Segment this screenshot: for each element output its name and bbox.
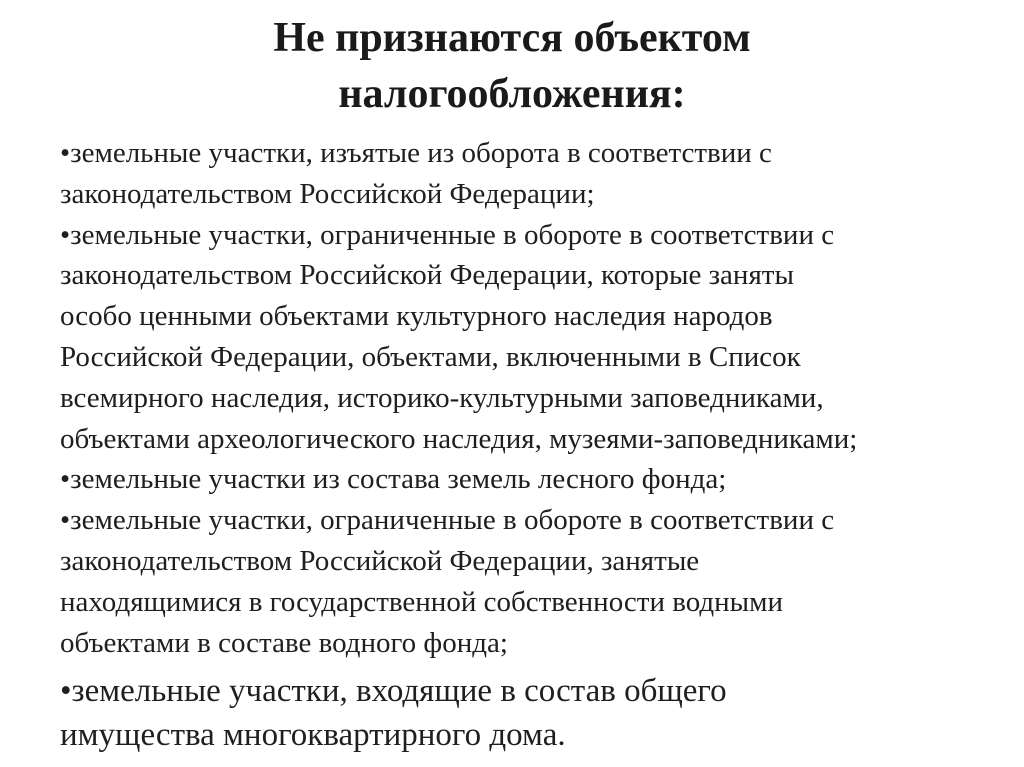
bullet-item-forest-fund-land: •земельные участки из состава земель лесного фонда;: [60, 463, 727, 496]
bullet-item-cultural-heritage-land: •земельные участки, ограниченные в обороте в соответствии с законодательством Российской Федерации, которые заняты особо ценными объектами культурного наследия народов Российской Федерации, объектами, включенными в Список всемирного наследия, историко-культурными заповедниками, объектами археологического наследия, музеями-заповедниками;: [60, 218, 858, 455]
bullet-item-water-fund-land: •земельные участки, ограниченные в обороте в соответствии с законодательством Российской Федерации, занятые находящимися в государственной собственности водными объектами в составе водного фонда;: [60, 504, 835, 659]
bullet-item-apartment-building-land: •земельные участки, входящие в состав общего имущества многоквартирного дома.: [60, 673, 727, 754]
slide-title: [0, 10, 1024, 122]
slide-title-line-2: налогообложения:: [338, 71, 686, 117]
slide-title-line-1: Не признаются объектом: [273, 15, 751, 61]
bullet-item-withdrawn-land: •земельные участки, изъятые из оборота в соответствии с законодательством Российской Федерации;: [60, 137, 772, 210]
bullet-list: [60, 133, 1020, 757]
